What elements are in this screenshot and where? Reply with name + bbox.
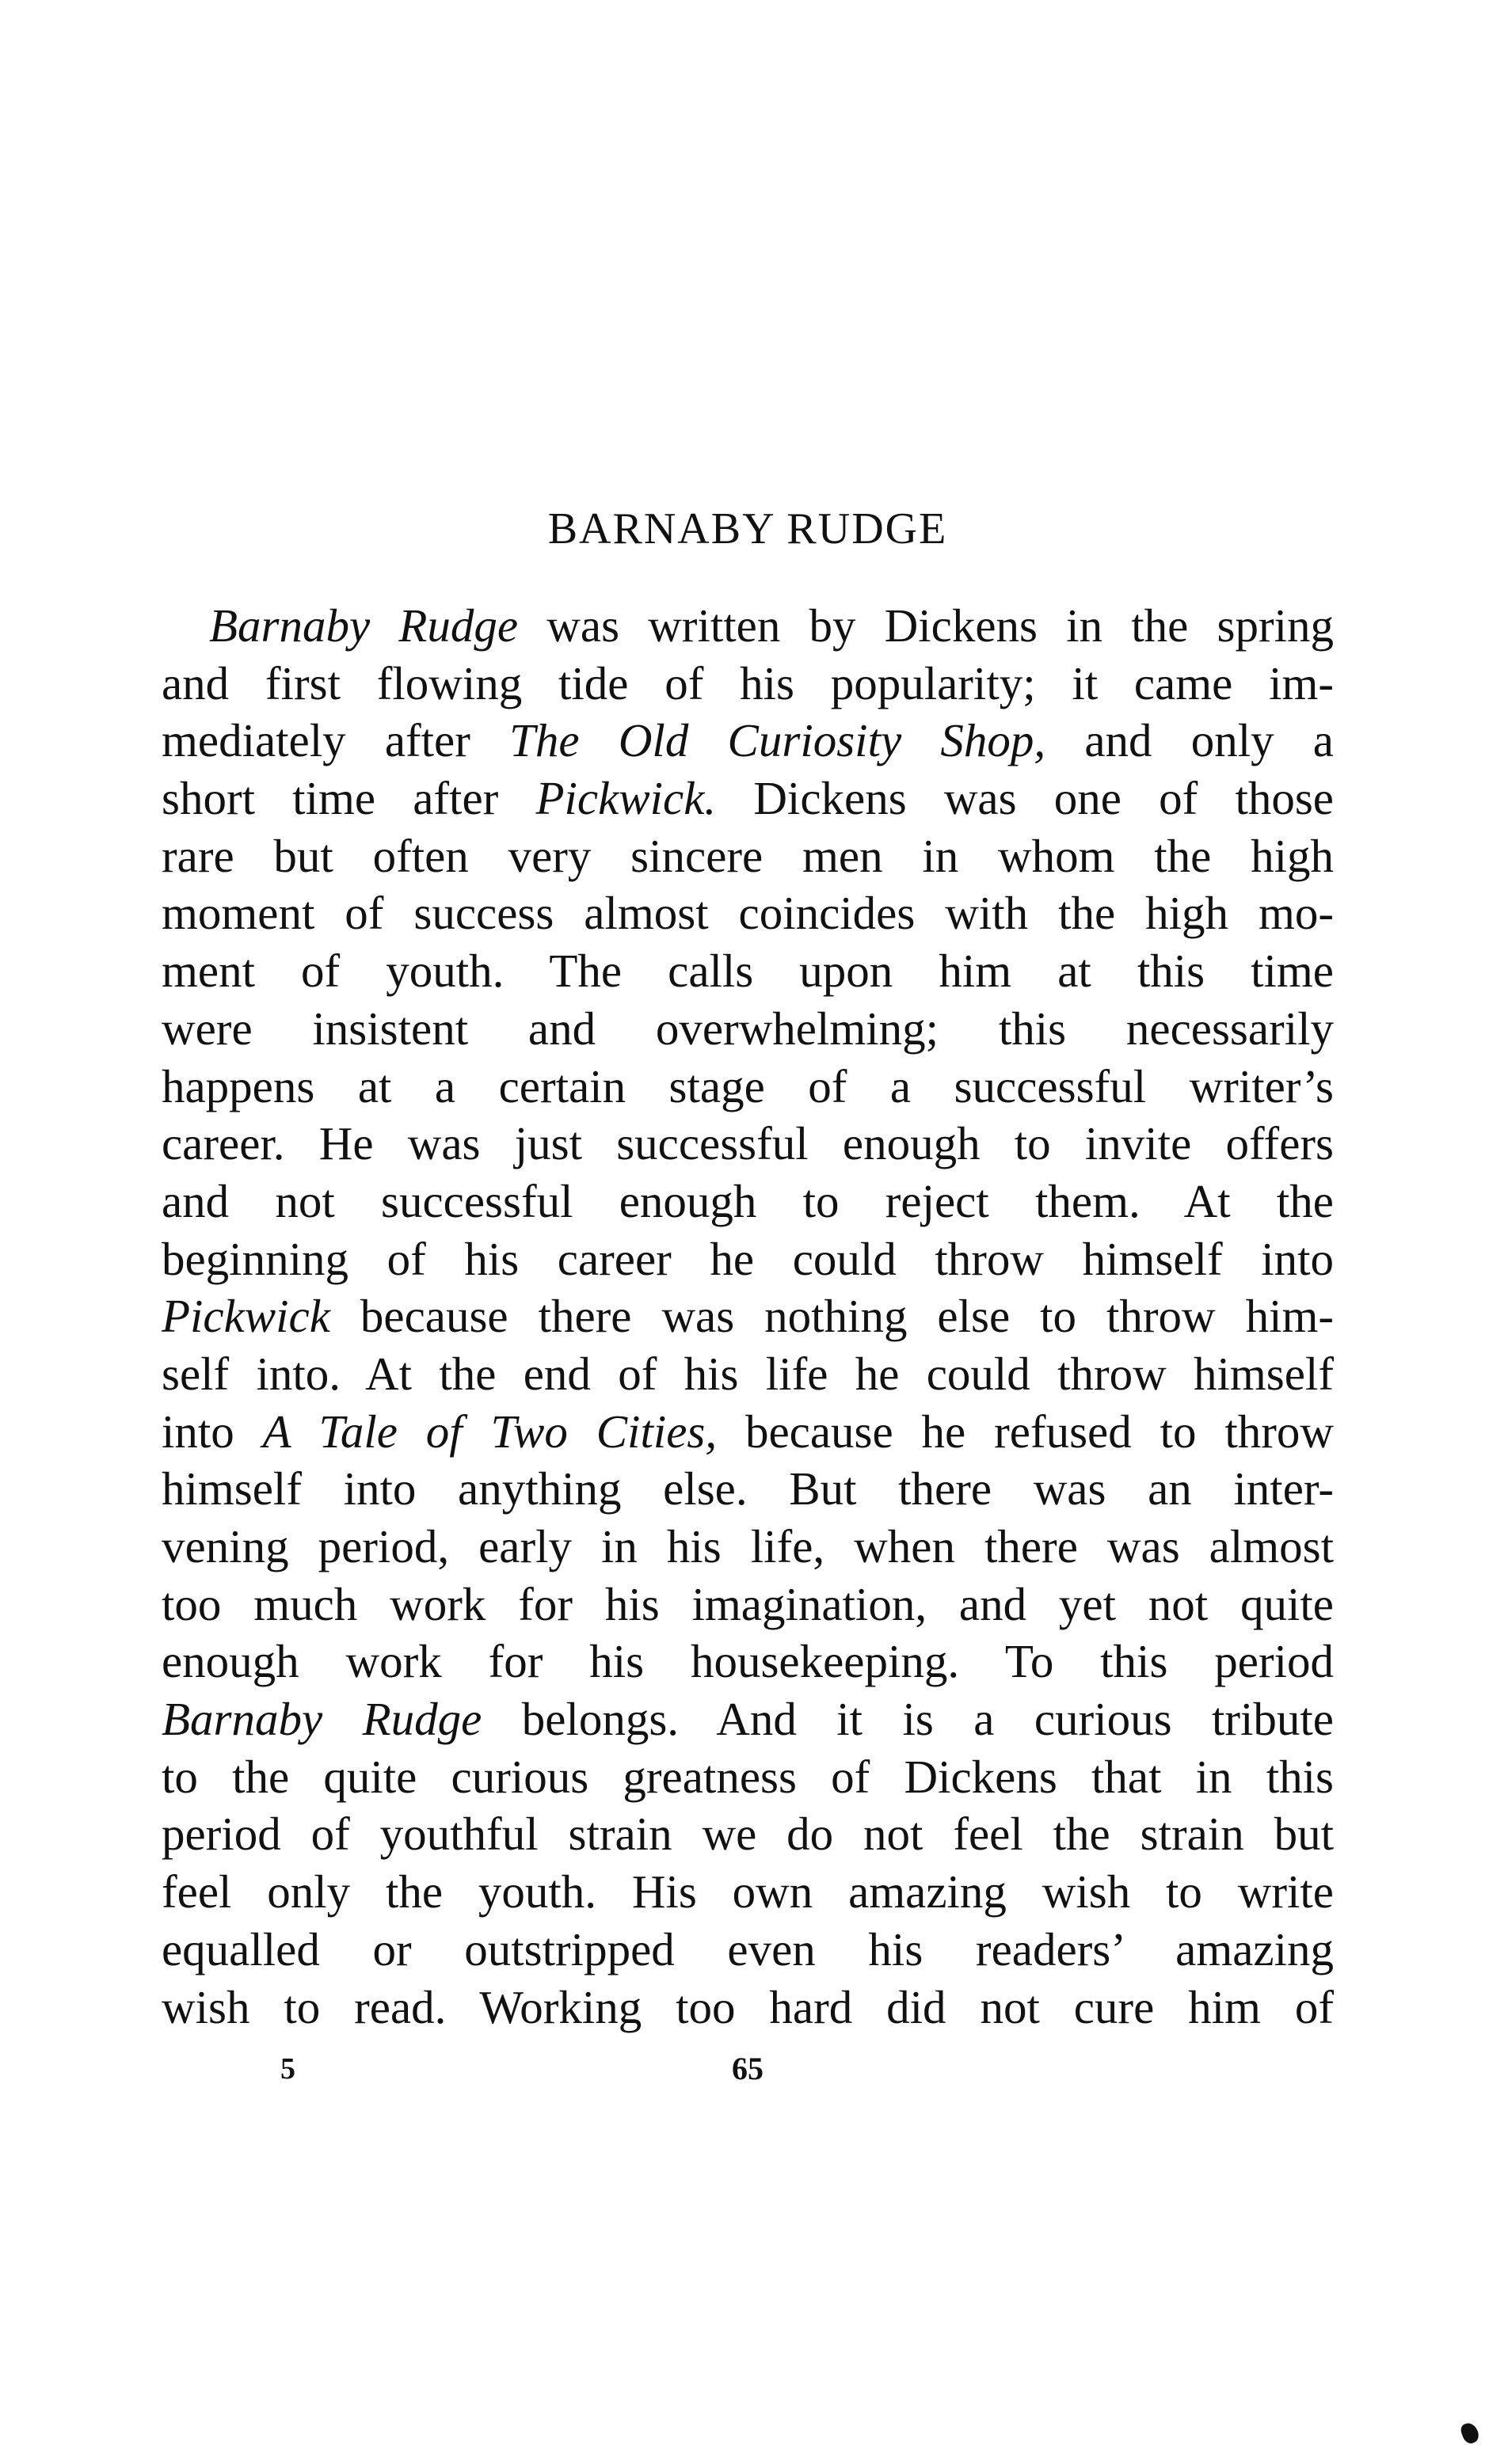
ink-blot-mark: [1459, 2420, 1481, 2445]
text-line: [162, 597, 1334, 655]
italic-title-text: The Old Curiosity Shop,: [509, 714, 1046, 767]
text-run: because he refused to throw: [717, 1405, 1334, 1458]
text-run: too much work for his imagination, and yet not quite: [162, 1577, 1334, 1630]
text-line: [162, 1979, 1334, 2036]
text-run: happens at a certain stage of a successful writer’s: [162, 1059, 1334, 1112]
text-line: [162, 884, 1334, 942]
text-line: [162, 1690, 1334, 1748]
text-run: ment of youth. The calls upon him at this time: [162, 945, 1334, 998]
text-line: [162, 1403, 1334, 1461]
italic-title-text: Pickwick.: [535, 772, 717, 825]
text-line: [162, 1805, 1334, 1863]
text-line: [162, 942, 1334, 1000]
body-paragraph: [162, 597, 1334, 2036]
text-run: short time after: [162, 772, 536, 825]
text-run: and only a: [1045, 714, 1334, 767]
text-run: into: [162, 1405, 263, 1458]
text-run: equalled or outstripped even his readers’ amazing: [162, 1922, 1334, 1975]
text-line: [162, 1863, 1334, 1921]
text-run: was written by Dickens in the spring: [518, 599, 1334, 652]
chapter-title: BARNABY RUDGE: [547, 504, 948, 553]
text-run: feel only the youth. His own amazing wish to write: [162, 1865, 1334, 1918]
text-run: and not successful enough to reject them. At the: [162, 1174, 1334, 1227]
italic-title-text: Pickwick: [162, 1290, 330, 1343]
text-run: period of youthful strain we do not feel the strain but: [162, 1808, 1334, 1861]
text-run: self into. At the end of his life he could throw himself: [162, 1347, 1334, 1400]
text-line: [162, 1230, 1334, 1288]
page-number: 65: [732, 2051, 764, 2086]
text-line: [162, 712, 1334, 770]
text-run: wish to read. Working too hard did not cure him of: [162, 1980, 1334, 2033]
text-line: [162, 1173, 1334, 1230]
text-line: [162, 770, 1334, 827]
text-line: [162, 1748, 1334, 1806]
signature-mark: 5: [280, 2052, 295, 2086]
text-run: himself into anything else. But there was an inter-: [162, 1462, 1334, 1515]
text-run: rare but often very sincere men in whom the high: [162, 829, 1334, 882]
text-line: [162, 1345, 1334, 1403]
text-run: vening period, early in his life, when there was almost: [162, 1520, 1334, 1572]
text-run: moment of success almost coincides with the high mo-: [162, 887, 1334, 940]
text-line: [162, 1576, 1334, 1633]
italic-title-text: Barnaby Rudge: [162, 1693, 482, 1746]
italic-title-text: A Tale of Two Cities,: [262, 1405, 718, 1458]
italic-title-text: Barnaby Rudge: [209, 599, 519, 652]
text-run: Dickens was one of those: [716, 772, 1334, 825]
text-line: [162, 655, 1334, 713]
text-run: belongs. And it is a curious tribute: [482, 1693, 1334, 1746]
text-run: were insistent and overwhelming; this necessarily: [162, 1002, 1334, 1055]
text-run: beginning of his career he could throw himself into: [162, 1232, 1334, 1285]
text-line: [162, 827, 1334, 885]
text-line: [162, 1287, 1334, 1345]
text-line: [162, 1921, 1334, 1979]
text-line: [162, 1518, 1334, 1576]
text-run: career. He was just successful enough to invite offers: [162, 1117, 1334, 1170]
text-line: [162, 1633, 1334, 1690]
text-run: because there was nothing else to throw him-: [329, 1290, 1334, 1343]
text-run: and first flowing tide of his popularity; it came im-: [162, 656, 1334, 709]
text-line: [162, 1058, 1334, 1116]
text-line: [162, 1000, 1334, 1058]
text-run: enough work for his housekeeping. To this period: [162, 1635, 1334, 1688]
text-run: to the quite curious greatness of Dickens that in this: [162, 1750, 1334, 1803]
text-line: [162, 1460, 1334, 1518]
text-run: mediately after: [162, 714, 510, 767]
text-line: [162, 1115, 1334, 1173]
